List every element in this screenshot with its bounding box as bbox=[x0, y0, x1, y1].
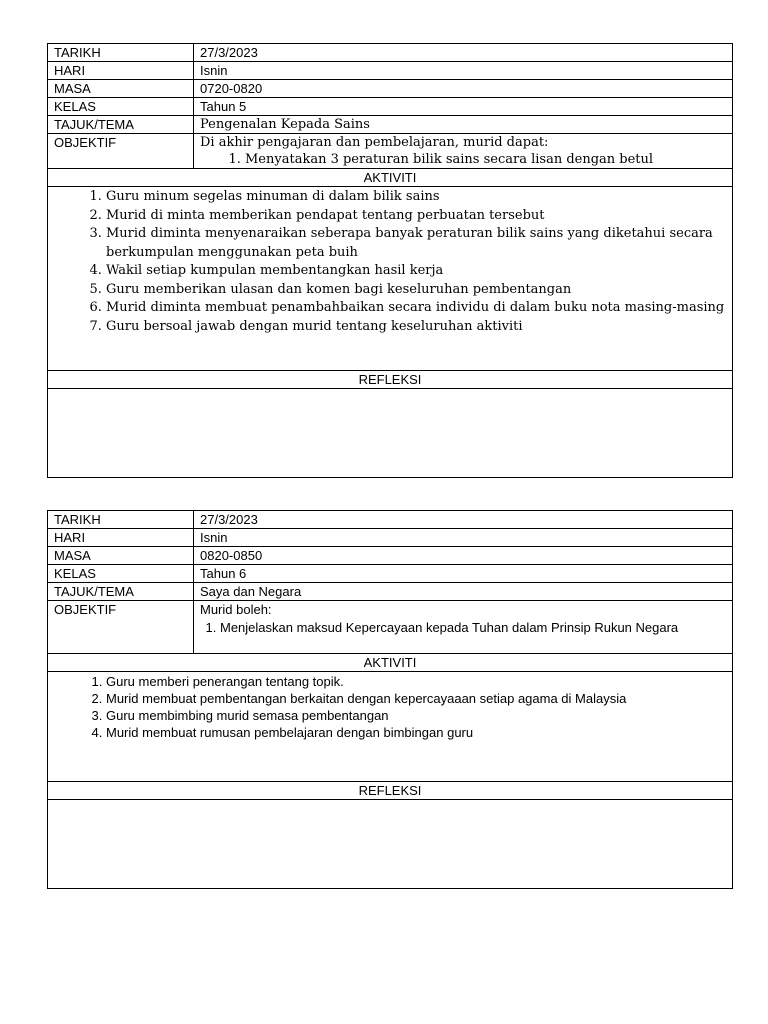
list-item: 3. Guru membimbing murid semasa pembentangan bbox=[106, 707, 726, 724]
objektif-list bbox=[200, 619, 726, 636]
value-tajuk: Pengenalan Kepada Sains bbox=[194, 116, 733, 134]
objektif-intro: Murid boleh: bbox=[200, 602, 272, 617]
value-tarikh: 27/3/2023 bbox=[194, 44, 733, 62]
value-tarikh: 27/3/2023 bbox=[194, 511, 733, 529]
aktiviti-header: AKTIVITI bbox=[48, 654, 733, 672]
list-item: 1. Guru memberi penerangan tentang topik. bbox=[106, 673, 726, 690]
row-aktiviti-header bbox=[48, 654, 733, 672]
list-item: 7. Guru bersoal jawab dengan murid tentang keseluruhan aktiviti bbox=[106, 318, 726, 337]
list-item: 1. Guru minum segelas minuman di dalam bilik sains bbox=[106, 188, 726, 207]
label-hari: HARI bbox=[48, 62, 194, 80]
list-item: 4. Murid membuat rumusan pembelajaran dengan bimbingan guru bbox=[106, 724, 726, 741]
aktiviti-content bbox=[48, 187, 733, 371]
row-hari bbox=[48, 529, 733, 547]
row-aktiviti bbox=[48, 672, 733, 782]
list-item: 4. Wakil setiap kumpulan membentangkan hasil kerja bbox=[106, 262, 726, 281]
label-objektif: OBJEKTIF bbox=[48, 601, 194, 654]
value-hari: Isnin bbox=[194, 529, 733, 547]
row-tarikh bbox=[48, 511, 733, 529]
list-item: 1. Menjelaskan maksud Kepercayaan kepada Tuhan dalam Prinsip Rukun Negara bbox=[220, 619, 726, 636]
row-masa bbox=[48, 80, 733, 98]
value-hari: Isnin bbox=[194, 62, 733, 80]
row-tajuk bbox=[48, 116, 733, 134]
label-tarikh: TARIKH bbox=[48, 511, 194, 529]
value-masa: 0820-0850 bbox=[194, 547, 733, 565]
lesson-plan-2 bbox=[47, 510, 733, 889]
row-aktiviti bbox=[48, 187, 733, 371]
refleksi-header: REFLEKSI bbox=[48, 782, 733, 800]
list-item: 5. Guru memberikan ulasan dan komen bagi keseluruhan pembentangan bbox=[106, 281, 726, 300]
aktiviti-content bbox=[48, 672, 733, 782]
lesson-plan-1 bbox=[47, 43, 733, 478]
row-refleksi-header bbox=[48, 371, 733, 389]
refleksi-header: REFLEKSI bbox=[48, 371, 733, 389]
objektif-content bbox=[194, 601, 733, 654]
row-hari bbox=[48, 62, 733, 80]
row-objektif bbox=[48, 601, 733, 654]
list-item: 2. Murid di minta memberikan pendapat tentang perbuatan tersebut bbox=[106, 207, 726, 226]
aktiviti-list bbox=[54, 188, 726, 336]
aktiviti-list bbox=[54, 673, 726, 741]
refleksi-content bbox=[48, 800, 733, 889]
label-masa: MASA bbox=[48, 80, 194, 98]
list-item: 1. Menyatakan 3 peraturan bilik sains secara lisan dengan betul bbox=[245, 151, 726, 168]
label-tajuk: TAJUK/TEMA bbox=[48, 116, 194, 134]
label-kelas: KELAS bbox=[48, 565, 194, 583]
list-item: 3. Murid diminta menyenaraikan seberapa banyak peraturan bilik sains yang diketahui secara berkumpulan menggunakan peta buih bbox=[106, 225, 726, 262]
row-refleksi bbox=[48, 800, 733, 889]
row-tarikh bbox=[48, 44, 733, 62]
aktiviti-header: AKTIVITI bbox=[48, 169, 733, 187]
label-kelas: KELAS bbox=[48, 98, 194, 116]
refleksi-content bbox=[48, 389, 733, 478]
label-objektif: OBJEKTIF bbox=[48, 134, 194, 169]
label-masa: MASA bbox=[48, 547, 194, 565]
label-tarikh: TARIKH bbox=[48, 44, 194, 62]
row-kelas bbox=[48, 565, 733, 583]
value-kelas: Tahun 5 bbox=[194, 98, 733, 116]
row-kelas bbox=[48, 98, 733, 116]
list-item: 6. Murid diminta membuat penambahbaikan secara individu di dalam buku nota masing-masing bbox=[106, 299, 726, 318]
objektif-content bbox=[194, 134, 733, 169]
list-item: 2. Murid membuat pembentangan berkaitan dengan kepercayaaan setiap agama di Malaysia bbox=[106, 690, 726, 707]
row-aktiviti-header bbox=[48, 169, 733, 187]
row-objektif bbox=[48, 134, 733, 169]
row-refleksi-header bbox=[48, 782, 733, 800]
row-masa bbox=[48, 547, 733, 565]
objektif-list bbox=[200, 151, 726, 168]
row-tajuk bbox=[48, 583, 733, 601]
label-tajuk: TAJUK/TEMA bbox=[48, 583, 194, 601]
value-masa: 0720-0820 bbox=[194, 80, 733, 98]
row-refleksi bbox=[48, 389, 733, 478]
objektif-intro: Di akhir pengajaran dan pembelajaran, murid dapat: bbox=[200, 135, 549, 150]
label-hari: HARI bbox=[48, 529, 194, 547]
value-kelas: Tahun 6 bbox=[194, 565, 733, 583]
value-tajuk: Saya dan Negara bbox=[194, 583, 733, 601]
